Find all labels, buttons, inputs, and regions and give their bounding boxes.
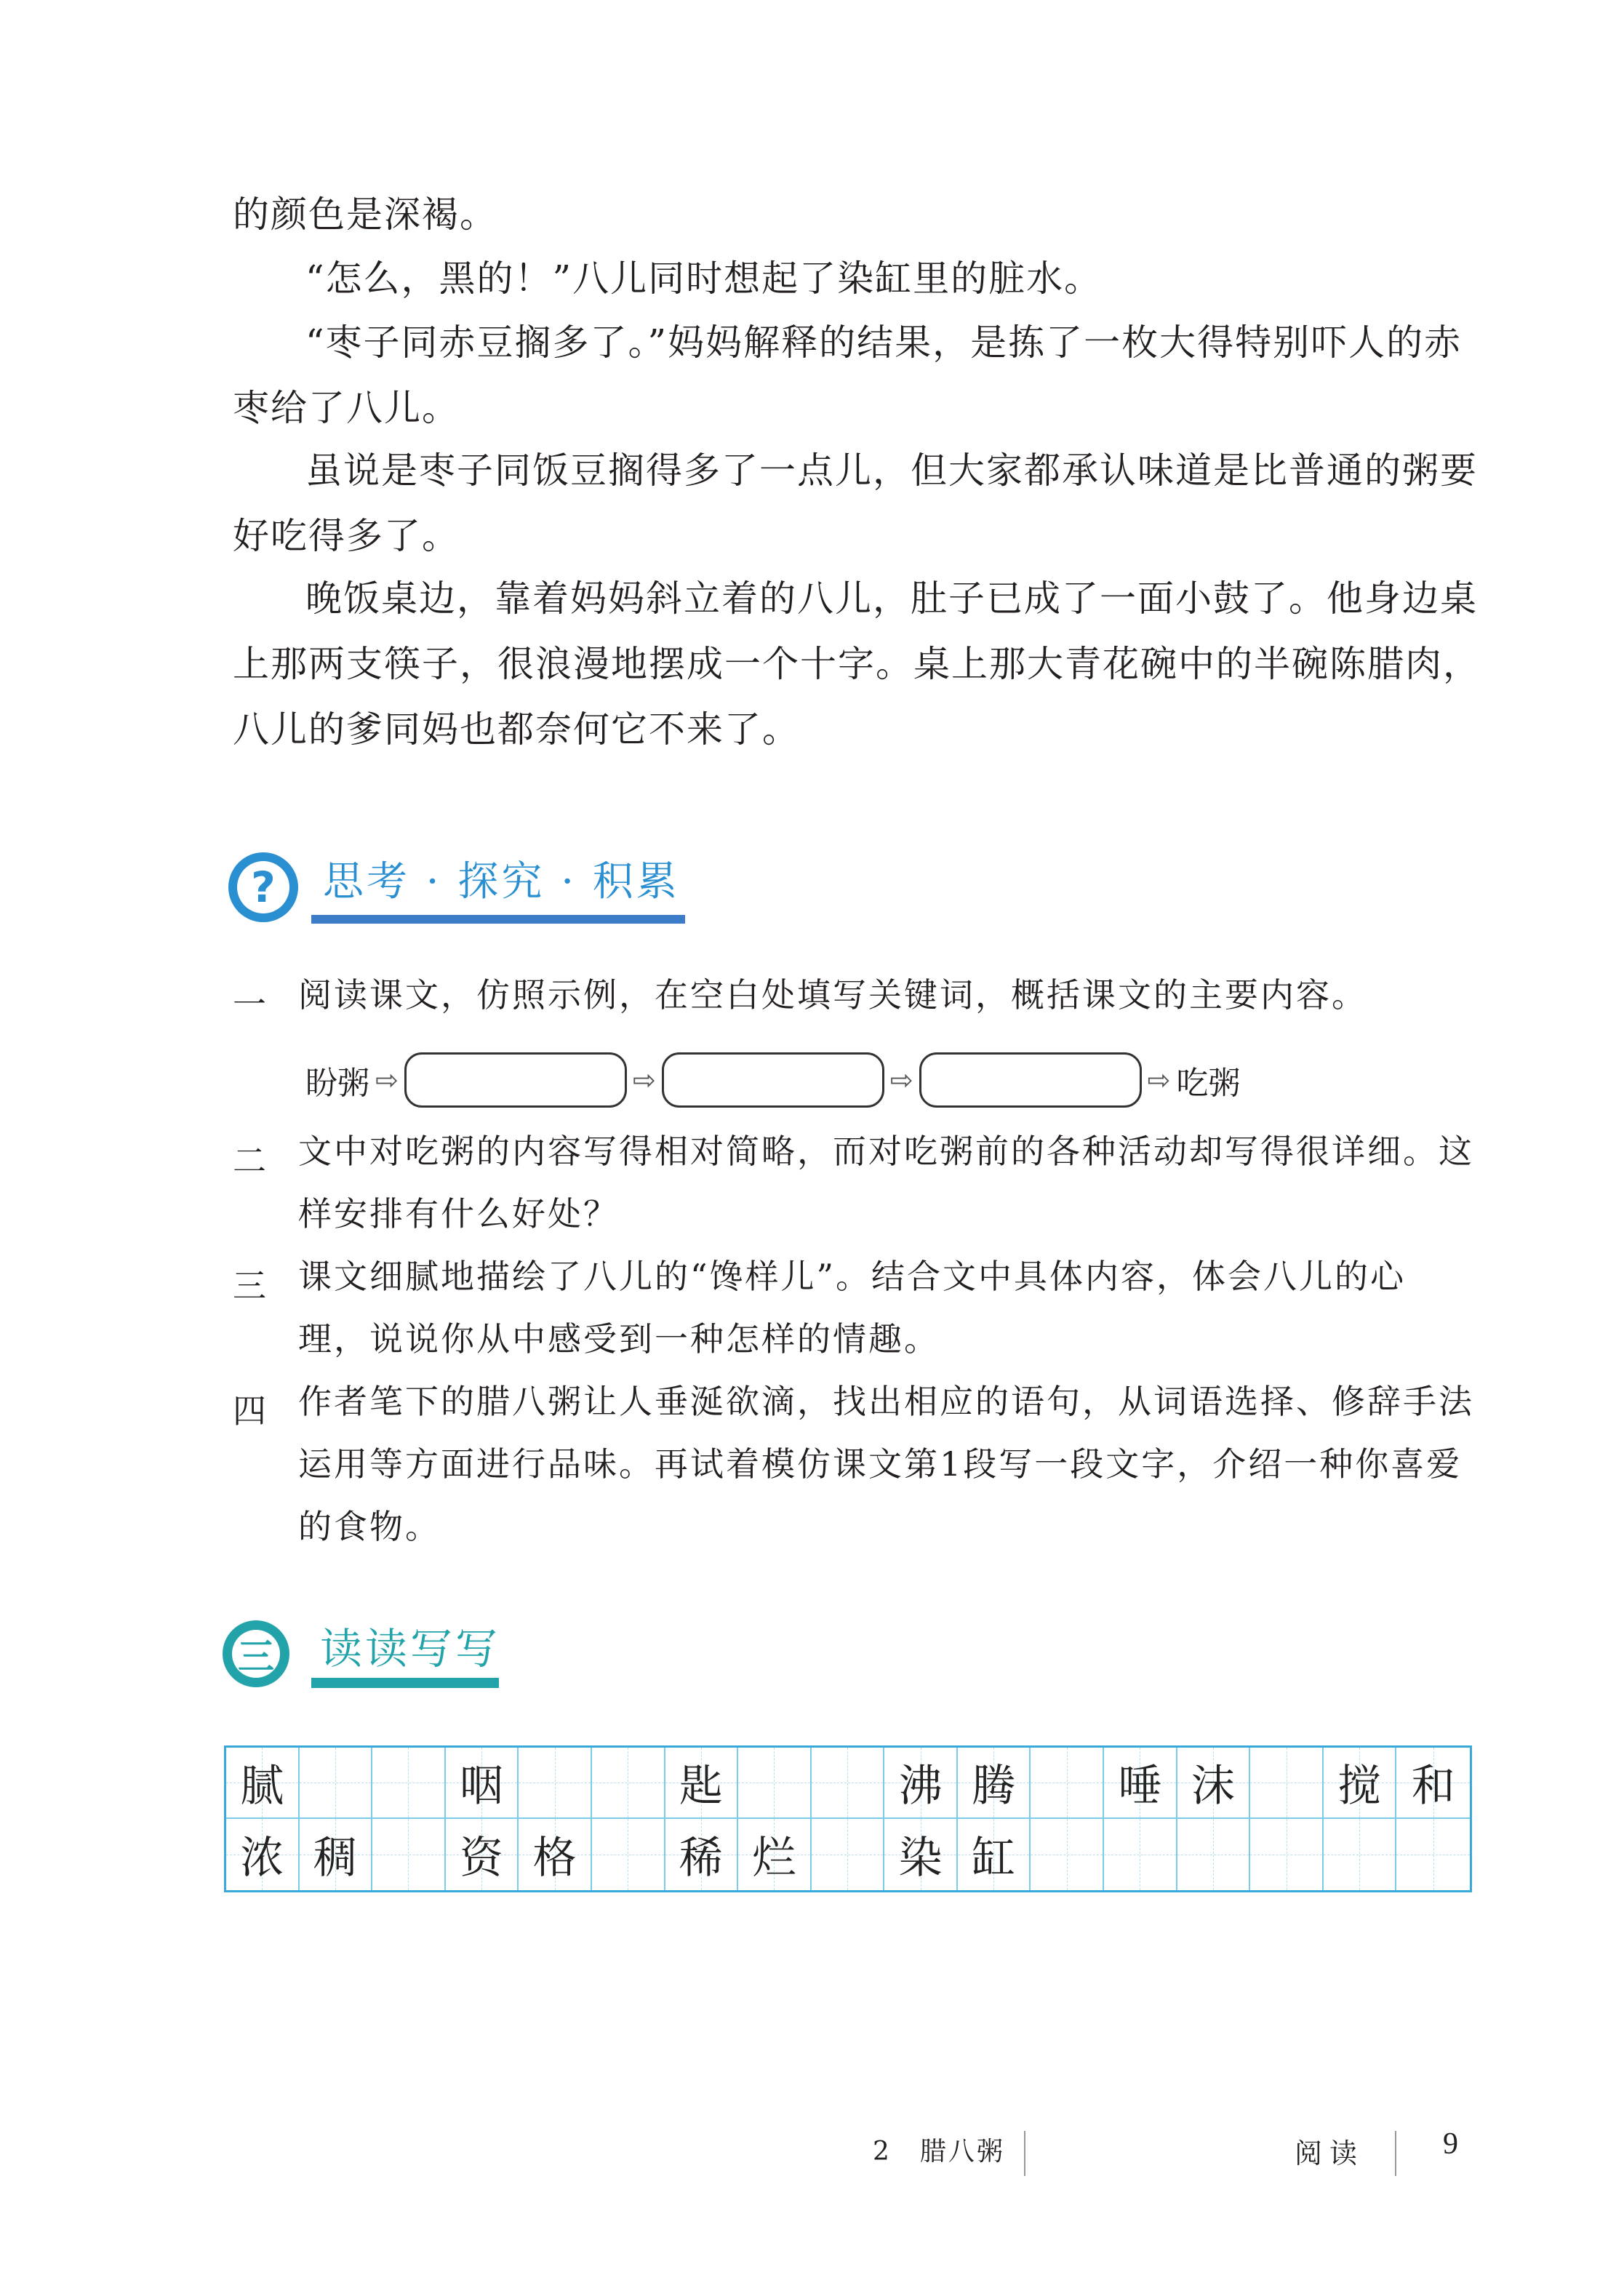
grid-cell: [1324, 1748, 1397, 1819]
grid-cell: [1250, 1748, 1324, 1819]
keyword-blank-1[interactable]: [404, 1052, 627, 1108]
arrow-right-icon: ⇨: [889, 1064, 913, 1096]
grid-character: 腻: [240, 1761, 284, 1812]
grid-cell: [884, 1819, 958, 1890]
grid-cell: [1250, 1819, 1324, 1890]
grid-character: 缸: [972, 1833, 1016, 1884]
flow-start-label: 盼粥: [305, 1065, 369, 1102]
grid-character: 咽: [460, 1761, 504, 1812]
grid-cell: [1324, 1819, 1397, 1890]
question-2-text: 文中对吃粥的内容写得相对简略，而对吃粥前的各种活动却写得很详细。这样安排有什么好处？: [298, 1132, 1474, 1233]
grid-character: 染: [898, 1833, 943, 1884]
grid-cell: [519, 1819, 592, 1890]
arrow-right-icon: ⇨: [1147, 1064, 1171, 1096]
question-1-text: 阅读课文，仿照示例，在空白处填写关键词，概括课文的主要内容。: [298, 975, 1367, 1015]
grid-cell: [1177, 1748, 1251, 1819]
question-3-number: 三: [233, 1266, 266, 1305]
grid-character: 资: [460, 1833, 504, 1884]
grid-character: 和: [1411, 1761, 1455, 1812]
grid-character: 唾: [1118, 1761, 1162, 1812]
grid-cell: [738, 1748, 812, 1819]
arrow-right-icon: ⇨: [632, 1064, 656, 1096]
section-title-underline: [311, 915, 685, 924]
grid-character: 沸: [898, 1761, 943, 1812]
arrow-right-icon: ⇨: [375, 1064, 399, 1096]
grid-cell: [592, 1748, 665, 1819]
grid-cell: [300, 1819, 373, 1890]
grid-cell: [812, 1748, 885, 1819]
grid-character: 浓: [240, 1833, 284, 1884]
grid-cell: [1031, 1819, 1104, 1890]
grid-cell: [812, 1819, 885, 1890]
question-4-text: 作者笔下的腊八粥让人垂涎欲滴，找出相应的语句，从词语选择、修辞手法运用等方面进行品味。再试着模仿课文第1段写一段文字，介绍一种你喜爱的食物。: [298, 1382, 1474, 1546]
grid-cell: [1396, 1819, 1470, 1890]
section-title-read-write: 读读写写: [320, 1624, 501, 1673]
grid-cell: [1396, 1748, 1470, 1819]
three-lines-icon: [223, 1620, 289, 1687]
grid-cell: [958, 1748, 1031, 1819]
summary-flow: [305, 1051, 1240, 1109]
grid-cell: [1104, 1819, 1177, 1890]
grid-character: 格: [532, 1833, 577, 1884]
three-lines-glyph: 三: [232, 1630, 280, 1678]
grid-character: 搅: [1337, 1761, 1382, 1812]
footer-lesson-title: 2 腊八粥: [873, 2137, 1005, 2167]
grid-cell: [738, 1819, 812, 1890]
grid-cell: [665, 1748, 739, 1819]
page-number: 9: [1443, 2127, 1458, 2161]
grid-cell: [226, 1819, 300, 1890]
grid-cell: [592, 1819, 665, 1890]
question-3-text: 课文细腻地描绘了八儿的“馋样儿”。结合文中具体内容，体会八儿的心理，说说你从中感受到一种怎样的情趣。: [298, 1257, 1407, 1359]
grid-cell: [665, 1819, 739, 1890]
grid-cell: [519, 1748, 592, 1819]
footer-divider: [1024, 2131, 1025, 2176]
question-4-number: 四: [233, 1391, 266, 1431]
grid-cell: [300, 1748, 373, 1819]
paragraph-2: “怎么，黑的！”八儿同时想起了染缸里的脏水。: [305, 257, 1103, 300]
section-title-think-explore: 思考 · 探究 · 积累: [323, 858, 680, 905]
grid-cell: [958, 1819, 1031, 1890]
grid-character: 稀: [679, 1833, 723, 1884]
question-2-number: 二: [233, 1141, 266, 1180]
grid-cell: [372, 1819, 446, 1890]
grid-character: 稠: [313, 1833, 357, 1884]
flow-end-label: 吃粥: [1176, 1065, 1241, 1102]
vocabulary-grid: [224, 1745, 1472, 1892]
grid-cell: [1177, 1819, 1251, 1890]
paragraph-1: 的颜色是深褐。: [233, 193, 497, 236]
footer-divider: [1395, 2131, 1396, 2176]
grid-cell: [446, 1748, 519, 1819]
grid-character: 沫: [1191, 1761, 1235, 1812]
paragraph-5: 晚饭桌边，靠着妈妈斜立着的八儿，肚子已成了一面小鼓了。他身边桌上那两支筷子，很浪漫地摆成一个十字。桌上那大青花碗中的半碗陈腊肉，八儿的爹同妈也都奈何它不来了。: [233, 577, 1481, 751]
grid-character: 匙: [679, 1761, 723, 1812]
grid-character: 腾: [972, 1761, 1016, 1812]
grid-cell: [884, 1748, 958, 1819]
question-mark-icon: [228, 852, 298, 922]
section-title-underline: [311, 1678, 499, 1688]
grid-cell: [1031, 1748, 1104, 1819]
keyword-blank-3[interactable]: [919, 1052, 1142, 1108]
paragraph-4: 虽说是枣子同饭豆搁得多了一点儿，但大家都承认味道是比普通的粥要好吃得多了。: [233, 449, 1478, 557]
grid-cell: [372, 1748, 446, 1819]
question-1-number: 一: [233, 985, 266, 1024]
grid-cell: [446, 1819, 519, 1890]
grid-cell: [1104, 1748, 1177, 1819]
paragraph-3: “枣子同赤豆搁多了。”妈妈解释的结果，是拣了一枚大得特别吓人的赤枣给了八儿。: [233, 321, 1463, 429]
footer-section-name: 阅读: [1295, 2137, 1365, 2169]
keyword-blank-2[interactable]: [662, 1052, 884, 1108]
grid-cell: [226, 1748, 300, 1819]
grid-character: 烂: [752, 1833, 796, 1884]
question-mark-glyph: ?: [237, 861, 289, 913]
